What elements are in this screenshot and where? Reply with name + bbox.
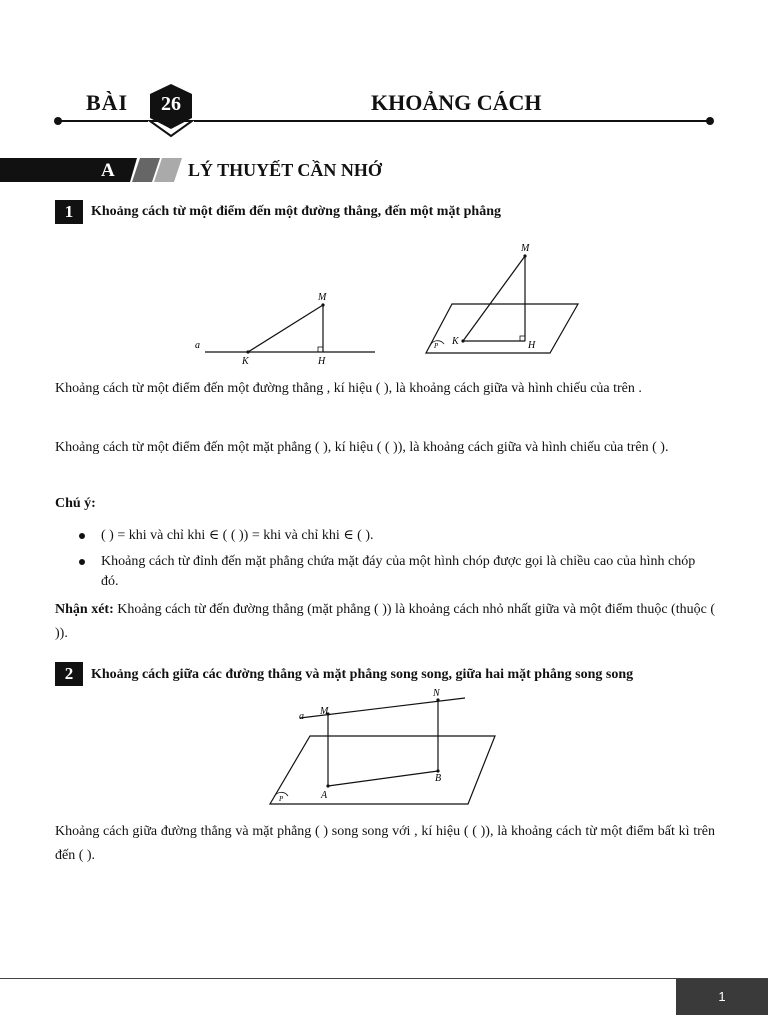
part1-heading: Khoảng cách từ một điểm đến một đường thẳng, đến một mặt phẳng bbox=[91, 204, 501, 219]
note-label: Chú ý: bbox=[55, 496, 96, 511]
part2-number: 2 bbox=[55, 662, 83, 686]
fig3-label-A: A bbox=[321, 790, 328, 801]
fig3-label-M: M bbox=[320, 706, 329, 717]
figure-point-line-plane bbox=[190, 238, 590, 368]
fig1-label-M: M bbox=[318, 292, 327, 303]
figure-line-plane-parallel bbox=[260, 686, 510, 811]
fig3-label-N: N bbox=[433, 688, 440, 699]
fig3-label-B: B bbox=[435, 773, 442, 784]
fig2-label-H: H bbox=[528, 340, 536, 351]
fig3-label-P: P bbox=[279, 795, 284, 803]
remark bbox=[55, 598, 715, 646]
bullet-dot bbox=[79, 559, 85, 565]
header-decoration bbox=[0, 0, 768, 140]
bullet-dot bbox=[79, 533, 85, 539]
note-bullet-2: Khoảng cách từ đỉnh đến mặt phẳng chứa mặt đáy của một hình chóp được gọi là chiều cao của hình chóp đó. bbox=[101, 554, 696, 589]
section-letter: A bbox=[101, 160, 115, 181]
part1-number: 1 bbox=[55, 200, 83, 224]
fig1-label-a: a bbox=[195, 340, 200, 351]
fig1-label-K: K bbox=[242, 356, 249, 367]
footer-rule bbox=[0, 978, 768, 979]
page-number: 1 bbox=[676, 979, 768, 1015]
fig2-label-K: K bbox=[452, 336, 459, 347]
lesson-number: 26 bbox=[161, 93, 181, 115]
fig2-label-P: P bbox=[434, 342, 439, 350]
part2-heading: Khoảng cách giữa các đường thẳng và mặt phẳng song song, giữa hai mặt phẳng song song bbox=[91, 667, 634, 682]
part1-paragraph-plane: Khoảng cách từ một điểm đến một mặt phẳng ( ), kí hiệu ( ( )), là khoảng cách giữa và hình chiếu của trên ( ). bbox=[55, 440, 669, 455]
part2-paragraph: Khoảng cách giữa đường thẳng và mặt phẳng ( ) song song với , kí hiệu ( ( )), là khoảng cách từ một điểm bất kì trên đến ( ). bbox=[55, 824, 715, 863]
lesson-title: KHOẢNG CÁCH bbox=[371, 90, 542, 115]
part1-paragraph-line: Khoảng cách từ một điểm đến một đường thẳng , kí hiệu ( ), là khoảng cách giữa và hình chiếu của trên . bbox=[55, 381, 642, 396]
fig2-label-M: M bbox=[521, 243, 530, 254]
section-bar bbox=[0, 156, 200, 184]
fig3-label-a: a bbox=[299, 711, 304, 722]
remark-label: Nhận xét: bbox=[55, 602, 114, 617]
remark-text: Khoảng cách từ đến đường thẳng (mặt phẳng ( )) là khoảng cách nhỏ nhất giữa và một điểm thuộc (thuộc ( )). bbox=[55, 602, 716, 641]
note-bullet-1: ( ) = khi và chỉ khi ∈ ( ( )) = khi và chỉ khi ∈ ( ). bbox=[101, 528, 374, 543]
section-title: LÝ THUYẾT CẦN NHỚ bbox=[188, 160, 382, 180]
fig1-label-H: H bbox=[318, 356, 326, 367]
lesson-label: BÀI bbox=[86, 90, 129, 115]
